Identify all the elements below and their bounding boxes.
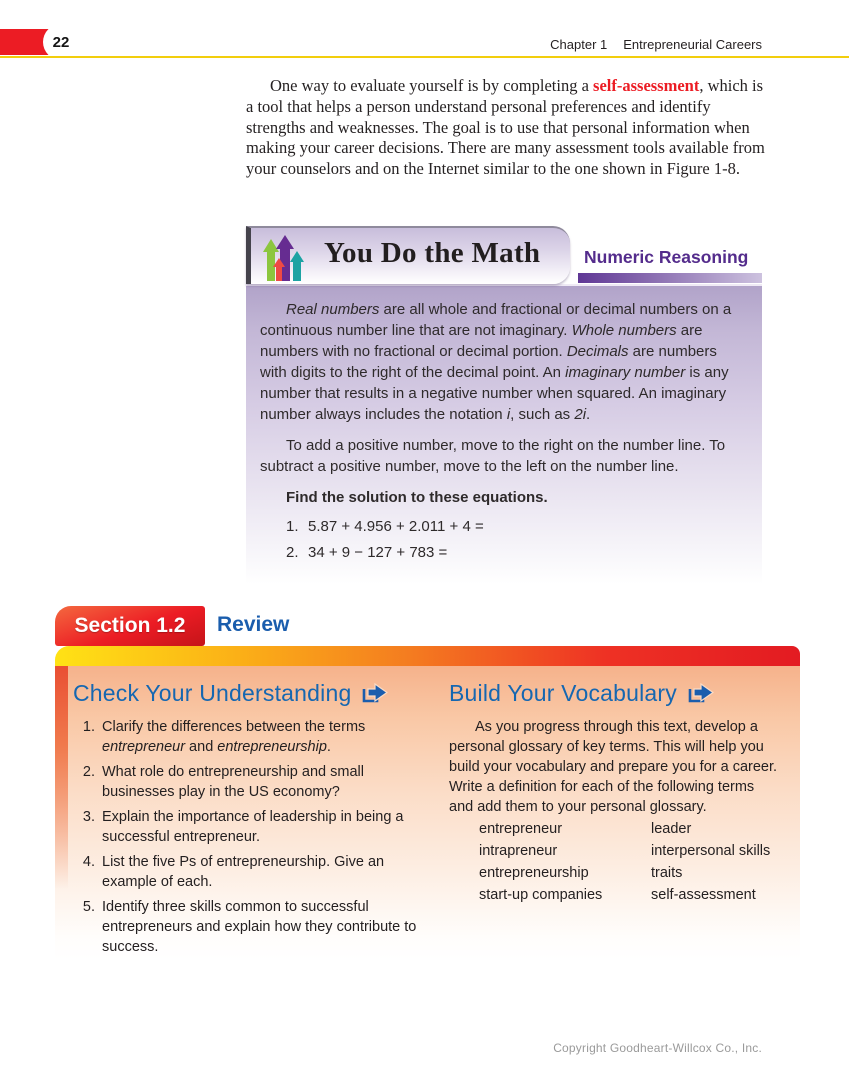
math-text: . <box>586 406 591 423</box>
vocab-term: self-assessment <box>651 887 756 903</box>
math-text: is any number that results in a negative number when squared. An imaginary number always includes the notation <box>260 364 729 423</box>
equation-expression: 34 + 9 − 127 + 783 = <box>308 544 448 561</box>
math-box-subtitle: Numeric Reasoning <box>584 247 749 267</box>
math-text: are numbers with no fractional or decimal portion. <box>260 322 703 360</box>
italic-term: entrepreneurship <box>217 739 327 755</box>
math-box-header <box>246 226 762 284</box>
external-link-arrow-icon[interactable] <box>687 683 714 704</box>
check-item <box>77 717 425 757</box>
math-text: are all whole and fractional or decimal numbers on a continuous number line that are not imaginary. <box>260 301 732 339</box>
equation-item <box>286 514 746 540</box>
section-label: Section 1.2 <box>74 614 186 637</box>
intro-paragraph <box>246 76 767 180</box>
italic-term: Whole numbers <box>571 322 677 339</box>
check-heading-row <box>73 680 425 707</box>
check-heading: Check Your Understanding <box>73 680 352 706</box>
external-link-arrow-icon[interactable] <box>361 683 388 704</box>
italic-term: imaginary number <box>565 364 686 381</box>
intro-text-1: One way to evaluate yourself is by completing a <box>270 76 594 95</box>
check-question-list <box>73 717 425 957</box>
vocab-term: traits <box>651 865 683 881</box>
check-item <box>77 762 425 802</box>
vocab-term: leader <box>651 821 692 837</box>
item-text-seg: Clarify the differences between the terms <box>102 719 366 735</box>
you-do-the-math-box <box>246 226 762 584</box>
item-number: 3. <box>82 809 95 825</box>
review-label: Review <box>217 613 290 636</box>
math-box-body <box>246 284 762 584</box>
italic-term: Real numbers <box>286 301 380 318</box>
section-review-panel <box>55 646 800 960</box>
vocab-term: intrapreneur <box>479 843 558 859</box>
vocab-term: entrepreneurship <box>479 865 589 881</box>
equation-item <box>286 540 746 566</box>
italic-term: 2i <box>574 406 587 423</box>
vocab-heading-row <box>449 680 782 707</box>
vocab-heading: Build Your Vocabulary <box>449 680 677 706</box>
check-item <box>77 807 425 847</box>
italic-term: entrepreneur <box>102 739 186 755</box>
vocab-term: entrepreneur <box>479 821 563 837</box>
subtitle-underline-bar <box>578 273 762 283</box>
vocab-term: start-up companies <box>479 887 603 903</box>
equation-number: 1. <box>286 518 299 535</box>
check-your-understanding-column <box>73 678 425 960</box>
math-paragraph-2: To add a positive number, move to the right on the number line. To subtract a positive number, move to the left on the number line. <box>260 437 726 475</box>
vocab-term: interpersonal skills <box>651 843 771 859</box>
item-text: Identify three skills common to successful entrepreneurs and explain how they contribute to success. <box>102 899 417 955</box>
check-item <box>77 852 425 892</box>
equation-expression: 5.87 + 4.956 + 2.011 + 4 = <box>308 518 484 535</box>
vocab-intro-paragraph: As you progress through this text, develop a personal glossary of key terms. This will help you build your vocabulary and prepare you for a career. Write a definition for each of the following terms and add them to your personal glossary. <box>449 719 778 815</box>
vocab-term-columns <box>449 818 782 906</box>
item-text <box>102 717 425 757</box>
vocab-term-column-1 <box>479 818 651 906</box>
running-head-title: Entrepreneurial Careers <box>623 37 762 52</box>
quad-arrows-up-icon <box>260 234 314 282</box>
equation-list <box>260 514 746 566</box>
review-panel-body <box>55 666 800 960</box>
build-your-vocabulary-column <box>449 678 782 960</box>
equation-number: 2. <box>286 544 299 561</box>
intro-text-2: , which is a tool that helps a person understand personal preferences and identify strengths and weaknesses. The goal is to use that personal information when making your career decisions. There are many assessment tools available from your counselors and on the Internet similar to the one shown in Figure 1-8. <box>246 76 765 179</box>
italic-term: i <box>506 406 511 423</box>
item-text: What role do entrepreneurship and small businesses play in the US economy? <box>102 764 364 800</box>
item-number: 2. <box>82 764 95 780</box>
item-text: Explain the importance of leadership in being a successful entrepreneur. <box>102 809 404 845</box>
running-head-chapter: Chapter 1 <box>550 37 608 52</box>
check-item <box>77 897 425 957</box>
italic-term: Decimals <box>566 343 629 360</box>
math-text: are numbers with digits to the right of the decimal point. An <box>260 343 717 381</box>
item-text-seg: and <box>185 739 218 755</box>
section-label-box <box>55 606 205 646</box>
page-number: 22 <box>52 33 70 51</box>
math-prompt: Find the solution to these equations. <box>286 489 548 506</box>
item-number: 1. <box>82 719 95 735</box>
item-number: 5. <box>82 899 95 915</box>
item-text-seg: . <box>326 739 331 755</box>
item-number: 4. <box>82 854 95 870</box>
review-panel-gradient-bar <box>55 646 800 666</box>
copyright-line: Copyright Goodheart-Willcox Co., Inc. <box>553 1041 762 1055</box>
vocab-term-column-2 <box>651 818 770 906</box>
header-rule <box>0 56 849 58</box>
math-box-title: You Do the Math <box>324 237 541 269</box>
key-term-self-assessment: self-assessment <box>593 76 700 95</box>
math-text: , such as <box>510 406 575 423</box>
math-paragraph-1 <box>260 299 746 425</box>
item-text: List the five Ps of entrepreneurship. Give an example of each. <box>102 854 385 890</box>
running-head <box>550 37 762 52</box>
